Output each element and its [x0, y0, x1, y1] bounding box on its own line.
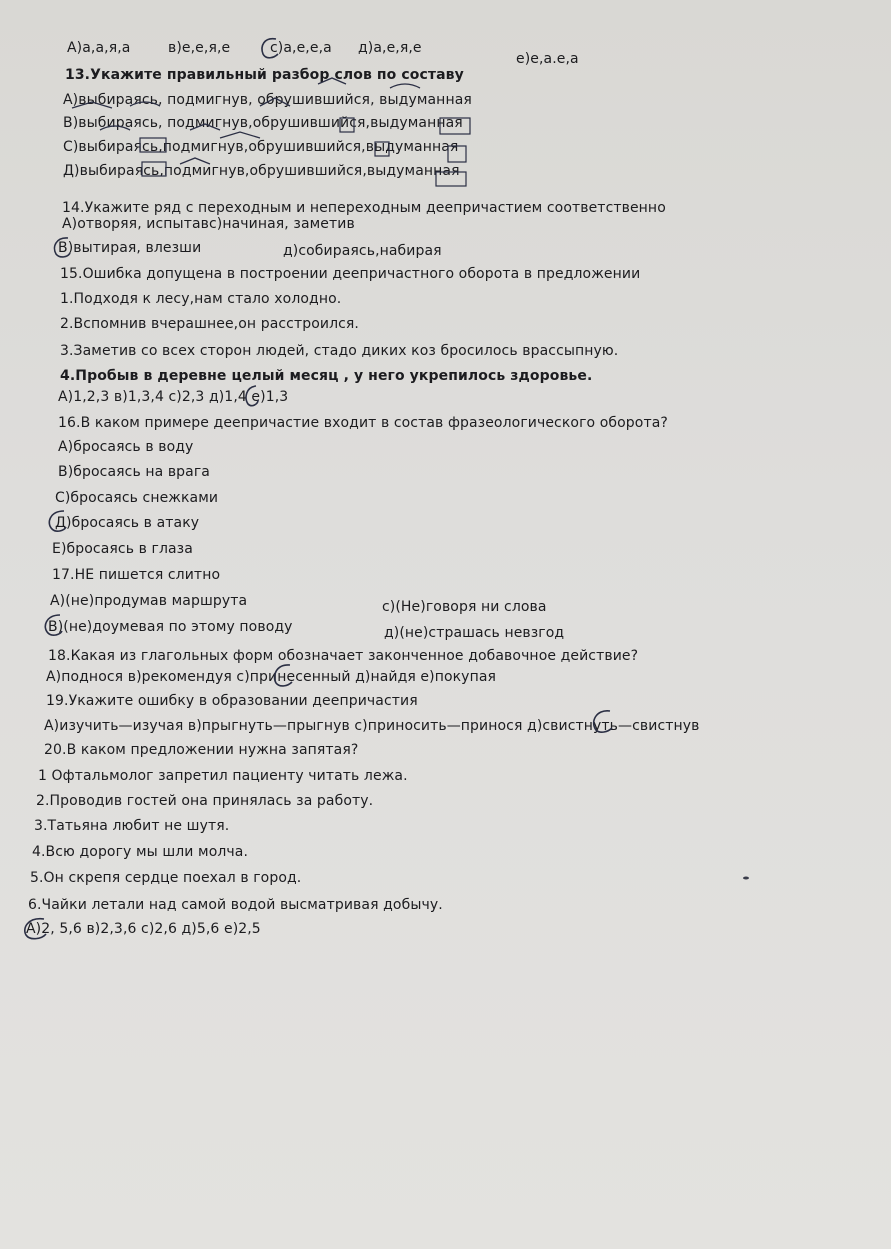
top-answer-a: А)а,а,я,а [67, 40, 131, 56]
q17-title: 17.НЕ пишется слитно [52, 567, 221, 583]
q13-option-d: Д)выбираясь,подмигнув,обрушившийся,выдуманная [63, 163, 460, 179]
q16-title: 16.В каком примере деепричастие входит в состав фразеологического оборота? [58, 415, 668, 431]
q15-title: 15.Ошибка допущена в построении деепричастного оборота в предложении [60, 266, 641, 282]
q13-option-c: С)выбираясь,подмигнув,обрушившийся,выдуманная [63, 139, 459, 155]
q16-option-e: Е)бросаясь в глаза [52, 541, 193, 557]
q15-sentence-1: 1.Подходя к лесу,нам стало холодно. [60, 291, 342, 307]
q18-answers: А)поднося в)рекомендуя с)принесенный д)найдя е)покупая [46, 669, 497, 685]
q17-option-d: д)(не)страшась невзгод [384, 625, 565, 641]
q15-sentence-3: 3.Заметив со всех сторон людей, стадо диких коз бросилось врассыпную. [60, 343, 619, 359]
q14-option-a-c: А)отворяя, испытавс)начиная, заметив [62, 216, 355, 232]
q20-sentence-2: 2.Проводив гостей она принялась за работу. [36, 793, 374, 809]
q16-option-b: В)бросаясь на врага [58, 464, 210, 480]
q14-option-d: д)собираясь,набирая [283, 243, 442, 259]
q16-option-c: С)бросаясь снежками [55, 490, 219, 506]
q15-answers: А)1,2,3 в)1,3,4 с)2,3 д)1,4 е)1,3 [58, 389, 289, 405]
q20-sentence-5: 5.Он скрепя сердце поехал в город. [30, 870, 302, 886]
q20-sentence-3: 3.Татьяна любит не шутя. [34, 818, 230, 834]
q17-option-c: с)(Не)говоря ни слова [382, 599, 547, 615]
q19-title: 19.Укажите ошибку в образовании деепричастия [46, 693, 418, 709]
q18-title: 18.Какая из глагольных форм обозначает законченное добавочное действие? [48, 648, 639, 664]
q13-option-a: А)выбираясь, подмигнув, обрушившийся, выдуманная [63, 92, 472, 108]
q15-sentence-4: 4.Пробыв в деревне целый месяц , у него укрепилось здоровье. [60, 368, 593, 384]
q16-option-a: А)бросаясь в воду [58, 439, 194, 455]
q20-sentence-1: 1 Офтальмолог запретил пациенту читать лежа. [38, 768, 408, 784]
q14-option-b: В)вытирая, влезши [58, 240, 202, 256]
q20-title: 20.В каком предложении нужна запятая? [44, 742, 359, 758]
top-answer-d: д)а,е,я,е [358, 40, 422, 56]
q15-sentence-2: 2.Вспомнив вчерашнее,он расстроился. [60, 316, 359, 332]
pen-dot [742, 866, 750, 885]
q17-option-b: В)(не)доумевая по этому поводу [48, 619, 293, 635]
q14-title: 14.Укажите ряд с переходным и непереходным деепричастием соответственно [62, 200, 666, 216]
top-answer-e: е)е,а.е,а [516, 51, 579, 67]
q13-option-b: В)выбираясь, подмигнув,обрушившийся,выдуманная [63, 115, 463, 131]
q20-answers: А)2, 5,6 в)2,3,6 с)2,6 д)5,6 е)2,5 [26, 921, 261, 937]
q17-option-a: А)(не)продумав маршрута [50, 593, 248, 609]
q20-sentence-6: 6.Чайки летали над самой водой высматривая добычу. [28, 897, 443, 913]
top-answer-c: с)а,е,е,а [270, 40, 332, 56]
q19-answers: А)изучить—изучая в)прыгнуть—прыгнув с)приносить—принося д)свистнуть—свистнув [44, 718, 700, 734]
q16-option-d: Д)бросаясь в атаку [55, 515, 200, 531]
q20-sentence-4: 4.Всю дорогу мы шли молча. [32, 844, 249, 860]
top-answer-b: в)е,е,я,е [168, 40, 231, 56]
q13-title: 13.Укажите правильный разбор слов по составу [65, 67, 464, 83]
